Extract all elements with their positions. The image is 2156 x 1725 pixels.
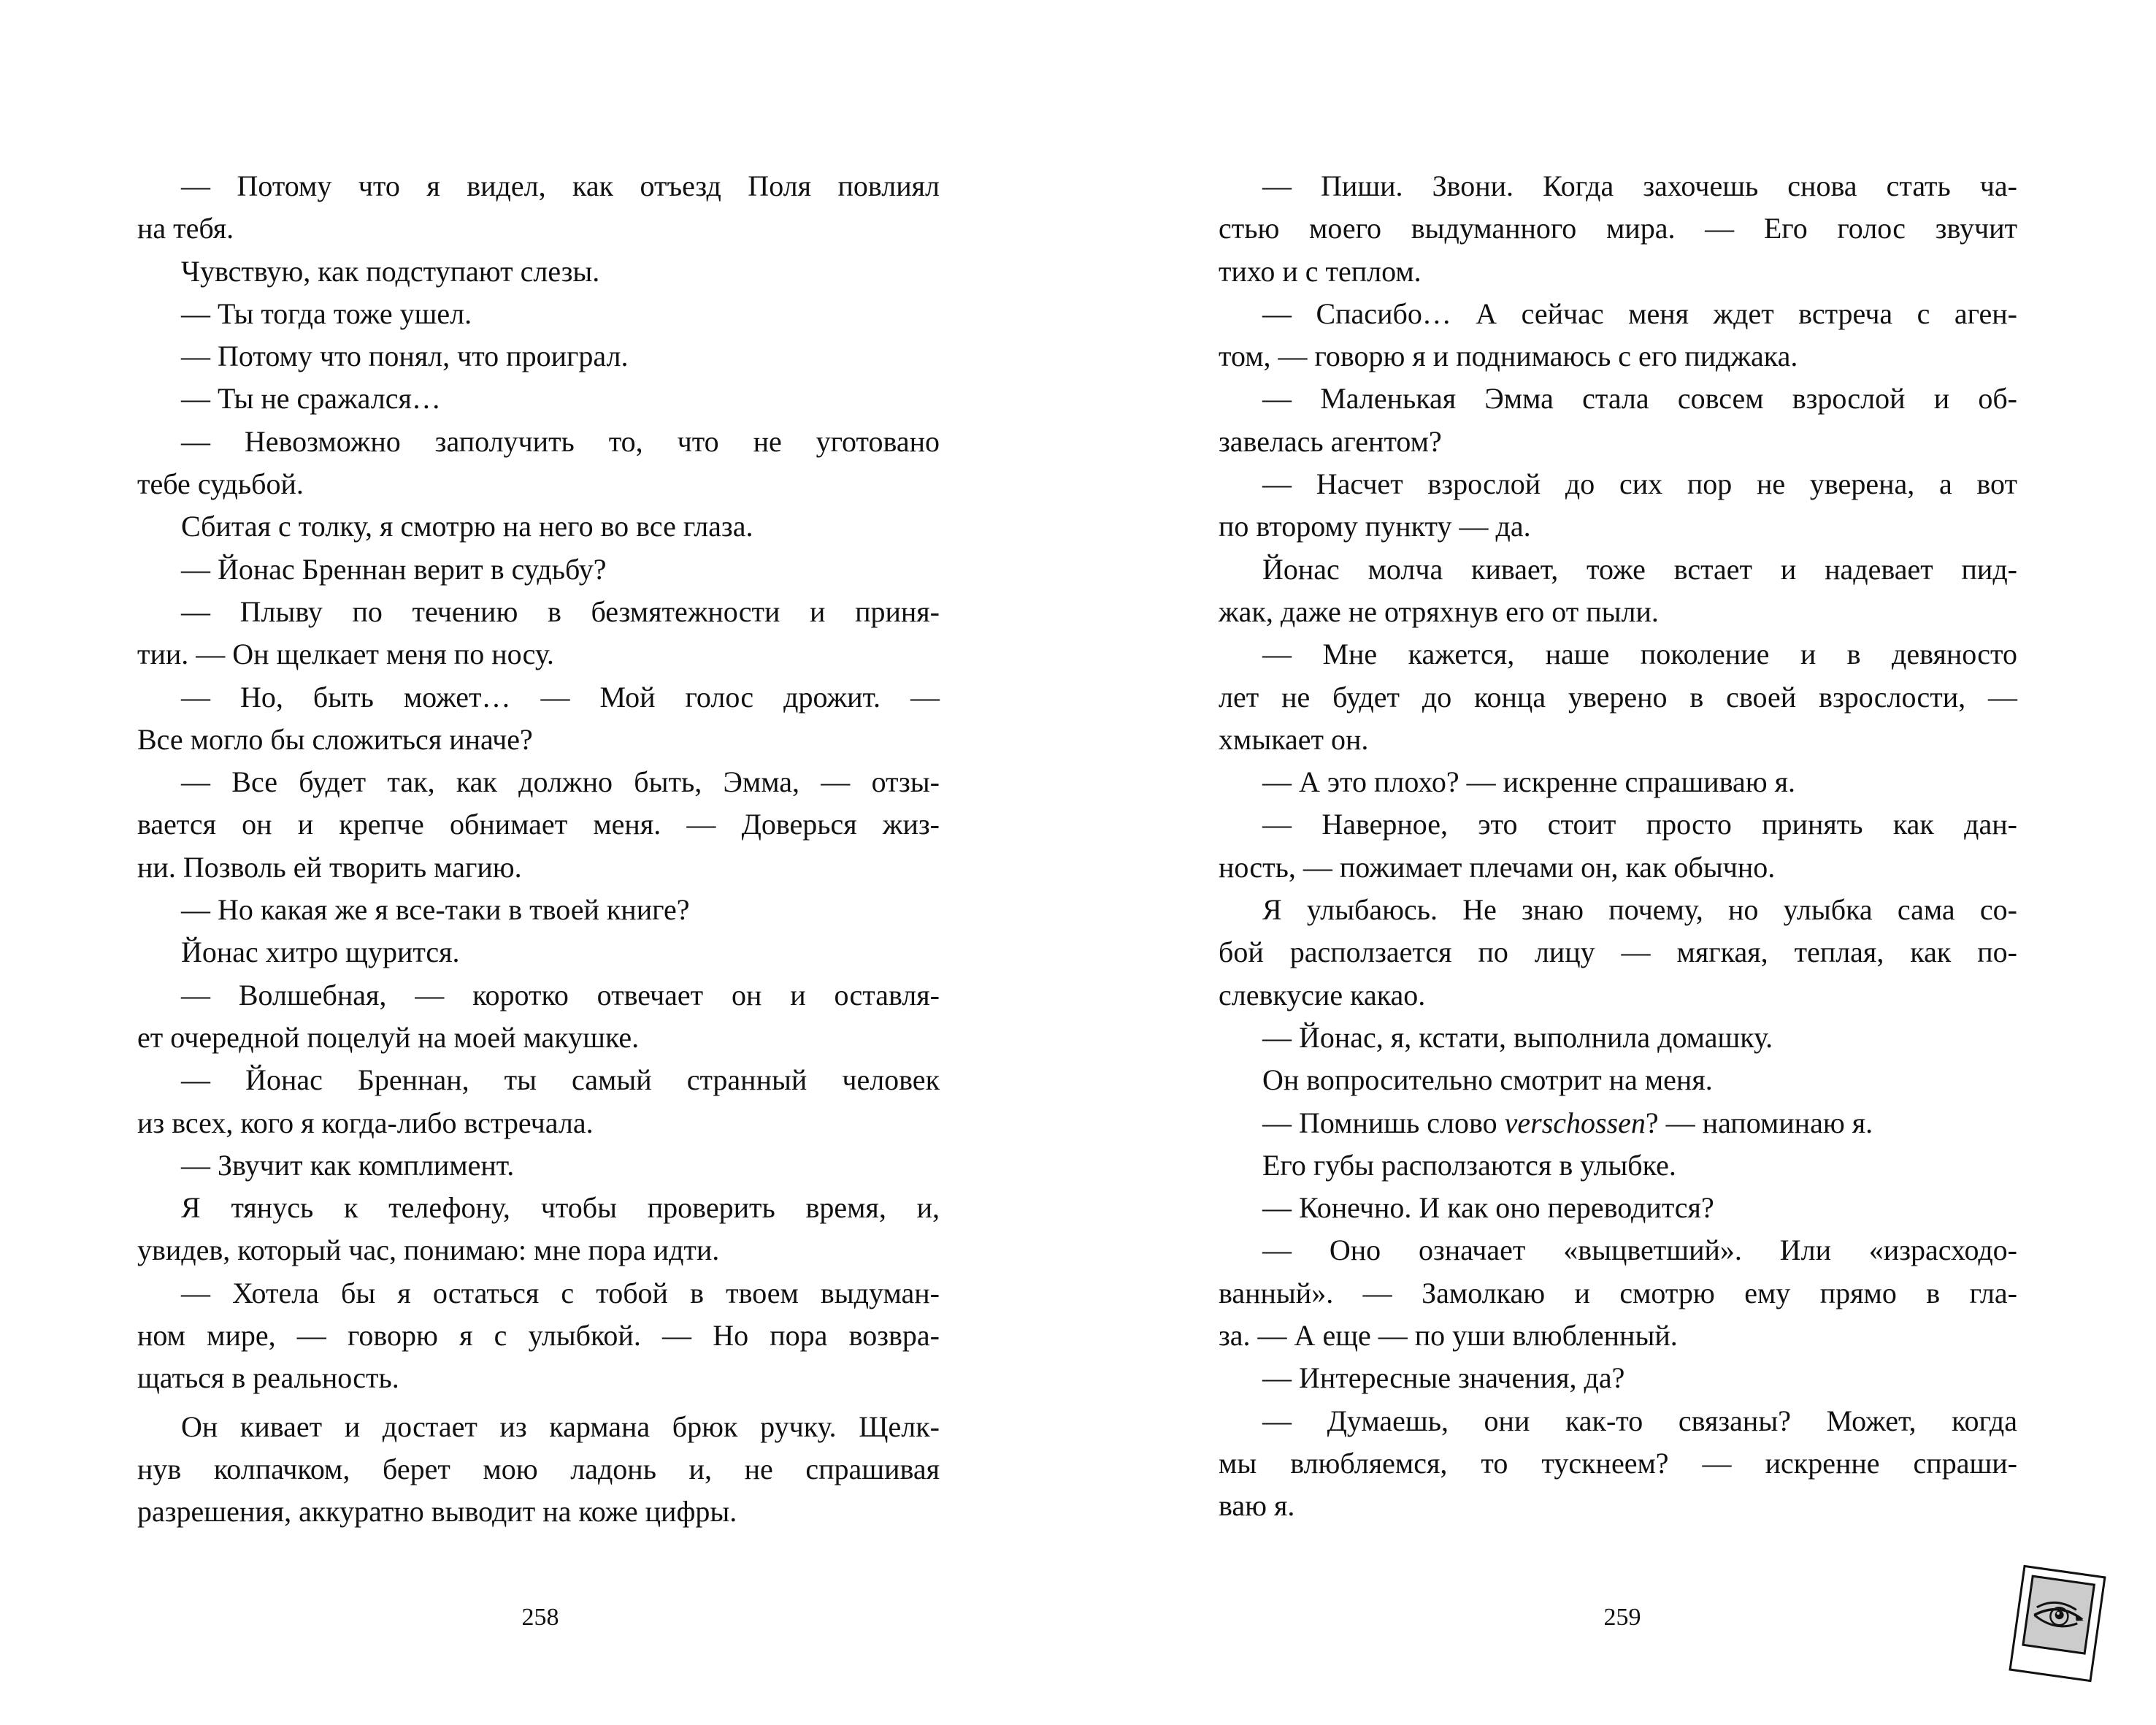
text-line: — Невозможно заполучить то, что не уготовано [181, 424, 940, 458]
text-line: — Думаешь, они как-то связаны? Может, когда [1262, 1404, 2017, 1437]
text-line: лет не будет до конца уверено в своей взрослости, — [1219, 680, 2017, 714]
text-line: — Йонас Бреннан верит в судьбу? [181, 552, 607, 586]
text-line: стью моего выдуманного мира. — Его голос звучит [1219, 212, 2017, 245]
text-line: ет очередной поцелуй на моей макушке. [137, 1020, 640, 1054]
text-line: — Но, быть может… — Мой голос дрожит. — [181, 680, 940, 714]
text-line: слевкусие какао. [1219, 978, 1426, 1011]
text-line: ном мире, — говорю я с улыбкой. — Но пора возвра- [137, 1319, 940, 1353]
text-line: — Плыву по течению в безмятежности и приня- [181, 594, 940, 628]
left-page-text [137, 165, 940, 1534]
polaroid-photo [2022, 1575, 2095, 1654]
right-page-text [1219, 165, 2017, 1528]
text-line: — А это плохо? — искренне спрашиваю я. [1262, 765, 1796, 799]
text-line: — Все будет так, как должно быть, Эмма, — отзы- [181, 765, 940, 799]
text-line: — Маленькая Эмма стала совсем взрослой и об- [1262, 382, 2017, 416]
text-line: ность, — пожимает плечами он, как обычно. [1219, 850, 1776, 884]
text-line: бой расползается по лицу — мягкая, теплая, как по- [1219, 936, 2017, 969]
text-line: ни. Позволь ей творить магию. [137, 850, 522, 884]
text-line: — Наверное, это стоит просто принять как дан- [1262, 808, 2017, 841]
text-line: — Спасибо… А сейчас меня ждет встреча с аген- [1262, 297, 2017, 330]
text-line: — Йонас Бреннан, ты самый странный человек [181, 1063, 940, 1097]
text-line: мы влюбляемся, то тускнеем? — искренне спраши- [1219, 1446, 2017, 1480]
text-line: ванный». — Замолкаю и смотрю ему прямо в гла- [1219, 1276, 2017, 1309]
text-segment: ? — напоминаю я. [1645, 1106, 1873, 1139]
text-line: — Оно означает «выцветший». Или «израсходо- [1262, 1233, 2017, 1267]
text-line: Я улыбаюсь. Не знаю почему, но улыбка сама со- [1262, 893, 2017, 927]
text-line: завелась агентом? [1219, 424, 1442, 458]
text-segment: — Помнишь слово [1262, 1106, 1505, 1139]
text-line: по второму пункту — да. [1219, 510, 1531, 543]
text-line: Йонас хитро щурится. [181, 936, 460, 969]
text-line: хмыкает он. [1219, 722, 1369, 756]
text-line: — Хотела бы я остаться с тобой в твоем выдуман- [181, 1276, 940, 1309]
text-line: Чувствую, как подступают слезы. [181, 254, 600, 288]
text-line: — Насчет взрослой до сих пор не уверена, а вот [1262, 467, 2017, 501]
text-line: щаться в реальность. [137, 1361, 399, 1395]
text-line: за. — А еще — по уши влюбленный. [1219, 1319, 1678, 1353]
polaroid-eye-icon [2009, 1565, 2106, 1682]
text-line: жак, даже не отряхнув его от пыли. [1219, 594, 1659, 628]
text-line: Йонас молча кивает, тоже встает и надевает пид- [1262, 552, 2017, 586]
page-number-left: 258 [521, 1604, 559, 1631]
text-line: вается он и крепче обнимает меня. — Доверься жиз- [137, 808, 940, 841]
text-line: — Ты тогда тоже ушел. [181, 297, 472, 330]
text-line: — Ты не сражался… [181, 382, 441, 416]
page-number-right: 259 [1603, 1604, 1641, 1631]
text-line: увидев, который час, понимаю: мне пора идти. [137, 1233, 720, 1267]
text-line: тии. — Он щелкает меня по носу. [137, 638, 554, 671]
text-line: — Но какая же я все-таки в твоей книге? [181, 893, 690, 927]
text-line: том, — говорю я и поднимаюсь с его пиджака. [1219, 340, 1798, 373]
text-line: тихо и с теплом. [1219, 254, 1422, 288]
text-line: Его губы расползаются в улыбке. [1262, 1148, 1676, 1182]
text-line: из всех, кого я когда-либо встречала. [137, 1106, 594, 1139]
text-line: — Потому что я видел, как отъезд Поля повлиял [181, 169, 940, 202]
text-line: — Волшебная, — коротко отвечает он и оставля- [181, 978, 940, 1011]
text-line [1219, 1102, 2017, 1144]
text-line: — Потому что понял, что проиграл. [181, 340, 629, 373]
text-line: Я тянусь к телефону, чтобы проверить время, и, [181, 1191, 940, 1225]
text-line: — Конечно. И как оно переводится? [1262, 1191, 1714, 1225]
text-line: тебе судьбой. [137, 467, 304, 501]
text-line: — Пиши. Звони. Когда захочешь снова стать ча- [1262, 169, 2017, 202]
text-line: — Интересные значения, да? [1262, 1361, 1625, 1395]
text-line: нув колпачком, берет мою ладонь и, не спрашивая [137, 1452, 940, 1485]
text-line: ваю я. [1219, 1489, 1295, 1523]
text-line: Сбитая с толку, я смотрю на него во все глаза. [181, 510, 753, 543]
text-line: — Звучит как комплимент. [181, 1148, 515, 1182]
italic-foreign-word: verschossen [1504, 1106, 1646, 1139]
eye-icon [2029, 1591, 2090, 1639]
text-line: Все могло бы сложиться иначе? [137, 722, 533, 756]
text-line: — Мне кажется, наше поколение и в девяносто [1262, 638, 2017, 671]
text-line: Он вопросительно смотрит на меня. [1262, 1063, 1713, 1097]
text-line: разрешения, аккуратно выводит на коже цифры. [137, 1495, 737, 1529]
text-line: — Йонас, я, кстати, выполнила домашку. [1262, 1020, 1773, 1054]
text-line: на тебя. [137, 212, 234, 245]
text-line: Он кивает и достает из кармана брюк ручку. Щелк- [181, 1410, 940, 1443]
